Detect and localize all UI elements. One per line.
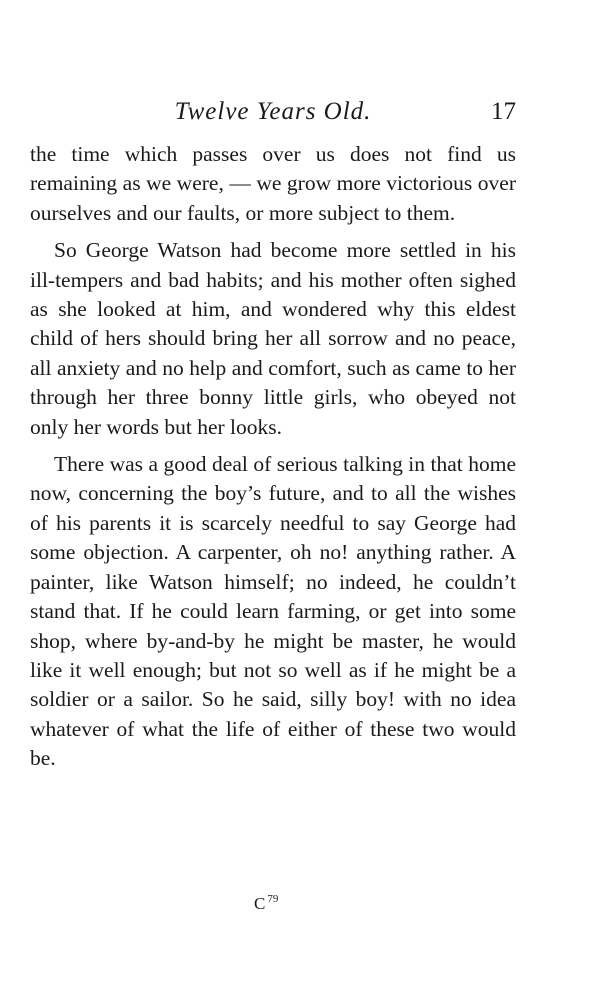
paragraph-george-watson: So George Watson had become more settled in his ill-tempers and bad habits; and his mother often sighed as she looked at him, and wondered why this eldest child of hers should bring her all sorrow and no peace, all anxiety and no help and comfort, such as came to her through her three bonny little girls, who obeyed not only her words but her looks. [30,238,516,439]
signature-letter: C [254,894,266,913]
page-number: 17 [491,98,516,125]
paragraph-continuation: the time which passes over us does not find us remaining as we were, — we grow more victorious over ourselves and our faults, or more subject to them. [30,142,516,225]
running-head [30,98,516,134]
body-text [30,140,516,774]
paragraph-serious-talking: There was a good deal of serious talking in that home now, concerning the boy’s future, and to all the wishes of his parents it is scarcely needful to say George had some objection. A carpenter, oh no! anything rather. A painter, like Watson himself; no indeed, he couldn’t stand that. If he could learn farming, or get into some shop, where by-and-by he might be master, he would like it well enough; but not so well as if he might be a soldier or a sailor. So he said, silly boy! with no idea whatever of what the life of either of these two would be. [30,452,516,771]
signature-number: 79 [267,893,279,905]
running-title: Twelve Years Old. [174,98,372,125]
printer-signature-mark [254,893,278,914]
